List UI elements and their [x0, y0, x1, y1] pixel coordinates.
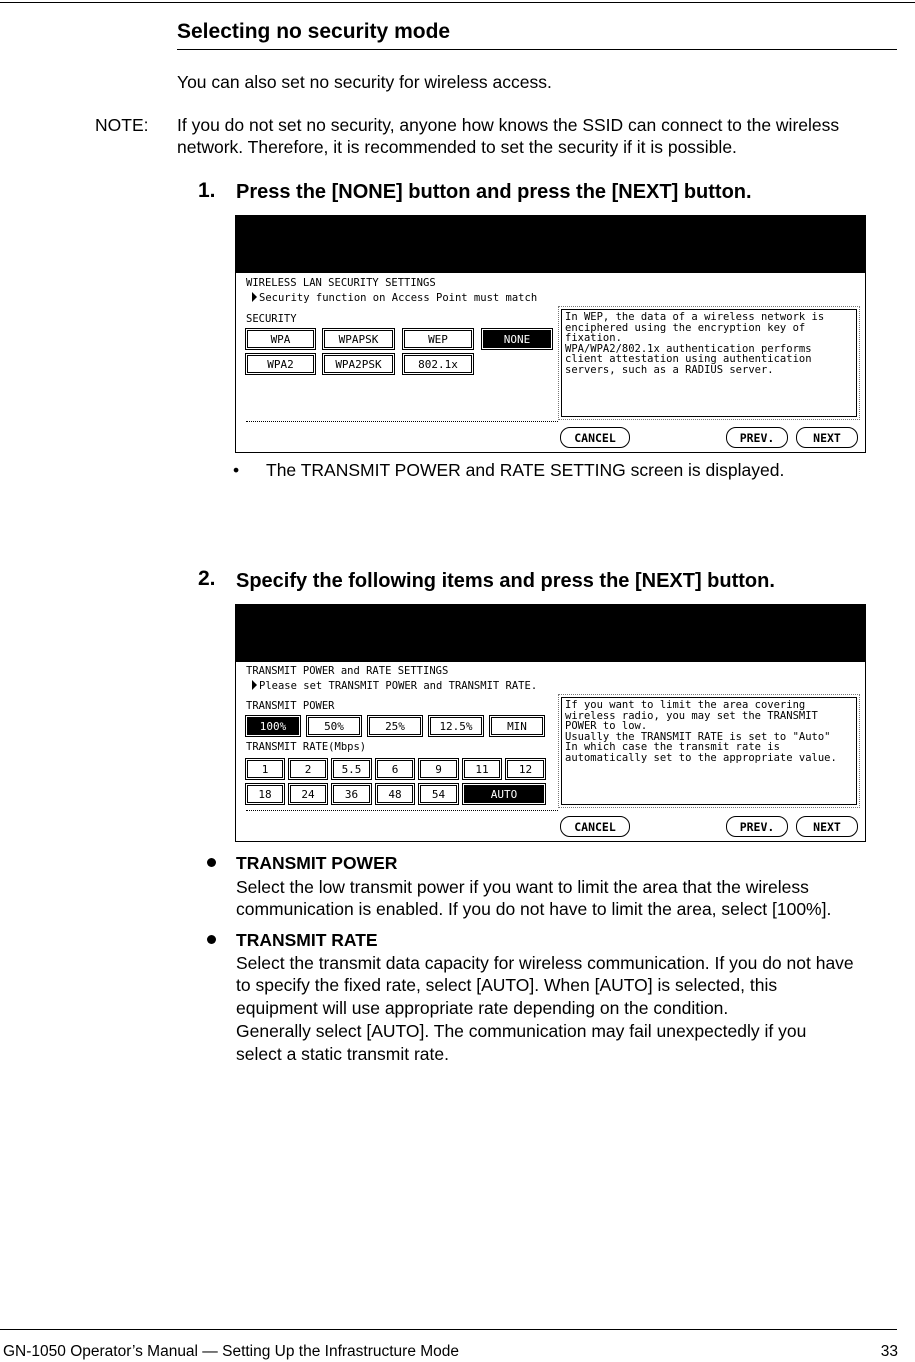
- prev-button[interactable]: PREV.: [726, 816, 788, 837]
- rate-48-button[interactable]: 48: [377, 785, 413, 803]
- step-2-text: Specify the following items and press the [NEXT] button.: [236, 570, 775, 592]
- info-line: If you want to limit the area covering: [565, 699, 806, 711]
- 8021x-button[interactable]: 802.1x: [404, 355, 472, 373]
- security-group-label: SECURITY: [246, 313, 297, 325]
- panel-title-bar: [236, 605, 865, 662]
- transmit-rate-label: TRANSMIT RATE(Mbps): [246, 741, 367, 753]
- next-button[interactable]: NEXT: [796, 427, 858, 448]
- item-text-line: Select the transmit data capacity for wireless communication. If you do not have: [236, 953, 854, 973]
- page-number: 33: [880, 1343, 898, 1360]
- wpa-button[interactable]: WPA: [247, 330, 314, 348]
- wpa2-button[interactable]: WPA2: [247, 355, 314, 373]
- item-text-line: Generally select [AUTO]. The communication may fail unexpectedly if you: [236, 1021, 807, 1041]
- info-line: enciphered using the encryption key of: [565, 321, 806, 334]
- note-line-1: If you do not set no security, anyone how knows the SSID can connect to the wireless: [177, 115, 840, 135]
- item-text-line: communication is enabled. If you do not have to limit the area, select [100%].: [236, 899, 832, 919]
- cancel-button[interactable]: CANCEL: [560, 427, 630, 448]
- rate-18-button[interactable]: 18: [247, 785, 283, 803]
- item-title-transmit-power: TRANSMIT POWER: [236, 853, 398, 873]
- next-button[interactable]: NEXT: [796, 816, 858, 837]
- power-25-button[interactable]: 25%: [369, 717, 421, 735]
- rate-24-button[interactable]: 24: [290, 785, 326, 803]
- info-line: fixation.: [565, 332, 622, 344]
- footer-rule: [0, 1329, 897, 1330]
- footer-title: GN-1050 Operator’s Manual — Setting Up the Infrastructure Mode: [3, 1343, 460, 1360]
- wpa2psk-button[interactable]: WPA2PSK: [324, 355, 393, 373]
- info-line: client attestation using authentication: [565, 353, 812, 365]
- info-line: Usually the TRANSMIT RATE is set to "Auto": [565, 730, 831, 743]
- bullet-dot-icon: [207, 935, 216, 944]
- item-text-line: to specify the fixed rate, select [AUTO]. When [AUTO] is selected, this: [236, 975, 778, 995]
- info-line: In WEP, the data of a wireless network is: [565, 311, 825, 323]
- panel-heading: TRANSMIT POWER and RATE SETTINGS: [246, 665, 449, 677]
- rate-54-button[interactable]: 54: [420, 785, 457, 803]
- rate-1-button[interactable]: 1: [247, 760, 283, 778]
- rate-12-button[interactable]: 12: [507, 760, 544, 778]
- step-1-text: Press the [NONE] button and press the [NEXT] button.: [236, 181, 752, 203]
- security-settings-panel: [235, 215, 866, 453]
- panel-title-bar: [236, 216, 865, 273]
- info-line: servers, such as a RADIUS server.: [565, 363, 774, 376]
- info-line: wireless radio, you may set the TRANSMIT: [565, 709, 818, 722]
- item-title-transmit-rate: TRANSMIT RATE: [236, 930, 378, 950]
- panel-subheading-text: Please set TRANSMIT POWER and TRANSMIT RATE.: [259, 680, 538, 692]
- none-button[interactable]: NONE: [483, 330, 551, 348]
- wep-button[interactable]: WEP: [404, 330, 472, 348]
- transmit-info-box: [561, 697, 857, 805]
- dotted-divider: [246, 421, 558, 422]
- security-info-box: [561, 309, 857, 417]
- transmit-settings-panel: [235, 604, 866, 842]
- cancel-button[interactable]: CANCEL: [560, 816, 630, 837]
- step-1-number: 1.: [198, 179, 216, 202]
- rate-11-button[interactable]: 11: [464, 760, 500, 778]
- top-rule: [0, 2, 915, 3]
- info-line: POWER to low.: [565, 720, 648, 732]
- panel-subheading-text: Security function on Access Point must match: [259, 292, 538, 304]
- step-1-result: The TRANSMIT POWER and RATE SETTING screen is displayed.: [266, 460, 785, 480]
- section-title: Selecting no security mode: [177, 20, 451, 43]
- panel-heading: WIRELESS LAN SECURITY SETTINGS: [246, 277, 436, 289]
- rate-5-5-button[interactable]: 5.5: [333, 760, 370, 778]
- bullet-marker: •: [233, 460, 240, 480]
- rate-6-button[interactable]: 6: [377, 760, 413, 778]
- info-line: In which case the transmit rate is: [565, 741, 780, 753]
- note-label: NOTE:: [95, 115, 149, 135]
- intro-text: You can also set no security for wireless access.: [177, 72, 552, 92]
- rate-auto-button[interactable]: AUTO: [464, 785, 544, 803]
- panel-subheading: [252, 680, 537, 692]
- info-line: WPA/WPA2/802.1x authentication performs: [565, 342, 812, 355]
- power-50-button[interactable]: 50%: [308, 717, 360, 735]
- rate-2-button[interactable]: 2: [290, 760, 326, 778]
- rate-9-button[interactable]: 9: [420, 760, 457, 778]
- power-min-button[interactable]: MIN: [491, 717, 543, 735]
- item-text-line: select a static transmit rate.: [236, 1044, 449, 1064]
- triangle-right-icon: [252, 292, 257, 302]
- wpapsk-button[interactable]: WPAPSK: [324, 330, 393, 348]
- prev-button[interactable]: PREV.: [726, 427, 788, 448]
- power-100-button[interactable]: 100%: [247, 717, 299, 735]
- bullet-dot-icon: [207, 858, 216, 867]
- rate-36-button[interactable]: 36: [333, 785, 370, 803]
- item-text-line: equipment will use appropriate rate depending on the condition.: [236, 998, 729, 1018]
- title-rule: [177, 49, 897, 50]
- note-line-2: network. Therefore, it is recommended to set the security if it is possible.: [177, 137, 737, 157]
- item-text-line: Select the low transmit power if you want to limit the area that the wireless: [236, 877, 809, 897]
- step-2-number: 2.: [198, 567, 216, 590]
- info-line: automatically set to the appropriate value.: [565, 751, 837, 764]
- triangle-right-icon: [252, 680, 257, 690]
- power-12-5-button[interactable]: 12.5%: [430, 717, 482, 735]
- panel-subheading: [252, 292, 537, 304]
- dotted-divider: [246, 810, 558, 811]
- transmit-power-label: TRANSMIT POWER: [246, 700, 335, 712]
